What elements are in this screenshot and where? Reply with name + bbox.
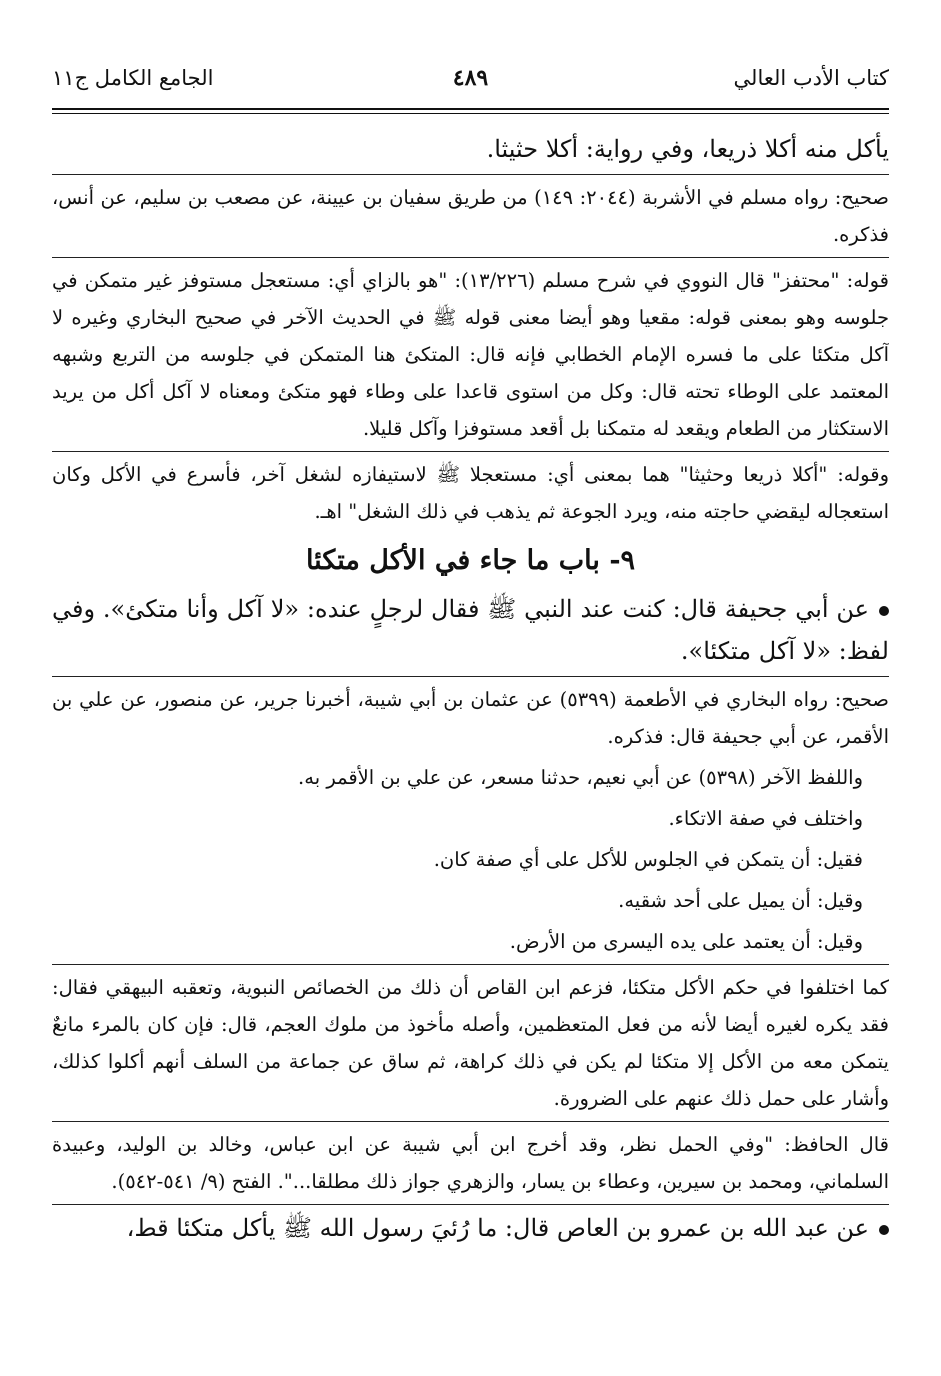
separator [52,451,889,452]
volume-title: الجامع الكامل ج١١ [52,66,214,90]
continuation-text: يأكل منه أكلا ذريعا، وفي رواية: أكلا حثيثا. [486,135,889,163]
commentary-hafiz: قال الحافظ: "وفي الحمل نظر، وقد أخرج ابن أبي شيبة عن ابن عباس، وخالد بن الوليد، وعبيدة السلماني، ومحمد بن سيرين، وعطاء بن يسار، والزهري جواز ذلك مطلقا...". الفتح (٩/ ٥٤١-٥٤٢). [52,1133,889,1193]
note-line: فقيل: أن يتمكن في الجلوس للأكل على أي صفة كان. [433,848,863,871]
page-body [52,128,889,1376]
hadith-body: عن أبي جحيفة قال: كنت عند النبي ﷺ فقال لرجلٍ عنده: «لا آكل وأنا متكئ». وفي لفظ: «لا آكل متكئا». [52,595,889,665]
note-line: واختلف في صفة الاتكاء. [668,807,863,830]
page-number: ٤٨٩ [452,65,489,91]
separator [52,174,889,175]
hadith-text [52,588,889,672]
separator [52,257,889,258]
commentary-ruling: كما اختلفوا في حكم الأكل متكئا، فزعم ابن القاص أن ذلك من الخصائص النبوية، وتعقبه البيهقي فقال: فقد يكره لغيره أيضا لأنه من فعل المتعظمين، وأصله مأخوذ من ملوك العجم، قال: فإن كان بالمرء مانعٌ يتمكن معه من الأكل إلا متكئا لم يكن في ذلك كراهة، ثم ساق عن جماعة من السلف أنهم أكلوا كذلك، وأشار على حمل ذلك عنهم على الضرورة. [52,976,889,1110]
note-line: وقيل: أن يعتمد على يده اليسرى من الأرض. [509,930,863,953]
hadith-text [52,1207,889,1249]
commentary-nawawi: قوله: "محتفز" قال النووي في شرح مسلم (١٣/٢٢٦): "هو بالزاي أي: مستعجل مستوفز غير متمكن في جلوسه وهو بمعنى قوله: مقعيا وهو أيضا معنى قوله ﷺ في الحديث الآخر في صحيح البخاري وغيره لا آكل متكئا على ما فسره الإمام الخطابي فإنه قال: المتكئ هنا المتمكن في جلوسه من التربع وشبهه المعتمد على الوطاء تحته قال: وكل من استوى قاعدا على وطاء فهو متكئ ومعناه لا آكل أكل من يريد الاستكثار من الطعام ويقعد له متمكنا بل أقعد مستوفزا وآكل قليلا. [52,269,889,440]
page-header [52,58,889,98]
header-rule-thin [52,113,889,114]
section-title: ٩- باب ما جاء في الأكل متكئا [305,545,636,576]
book-title: كتاب الأدب العالي [733,66,889,90]
bullet-icon [879,1225,889,1235]
separator [52,1204,889,1205]
separator [52,1121,889,1122]
header-rule-thick [52,108,889,110]
bullet-icon [879,606,889,616]
commentary-explanation: وقوله: "أكلا ذريعا وحثيثا" هما بمعنى أي: مستعجلا ﷺ لاستيفازه لشغل آخر، فأسرع في الأكل وكان استعجاله ليقضي حاجته منه، ويرد الجوعة ثم يذهب في ذلك الشغل" اهـ. [52,463,889,523]
separator [52,964,889,965]
alternate-wording-note: واللفظ الآخر (٥٣٩٨) عن أبي نعيم، حدثنا مسعر، عن علي بن الأقمر به. [298,766,863,789]
separator [52,676,889,677]
hadith-body: عن عبد الله بن عمرو بن العاص قال: ما رُئيَ رسول الله ﷺ يأكل متكئا قط، [126,1214,869,1242]
takhrij-note: صحيح: رواه مسلم في الأشربة (٢٠٤٤: ١٤٩) من طريق سفيان بن عيينة، عن مصعب بن سليم، عن أنس، فذكره. [52,186,889,246]
note-line: وقيل: أن يميل على أحد شقيه. [618,889,863,912]
takhrij-note: صحيح: رواه البخاري في الأطعمة (٥٣٩٩) عن عثمان بن أبي شيبة، أخبرنا جرير، عن منصور، عن علي بن الأقمر، عن أبي جحيفة قال: فذكره. [52,688,889,748]
